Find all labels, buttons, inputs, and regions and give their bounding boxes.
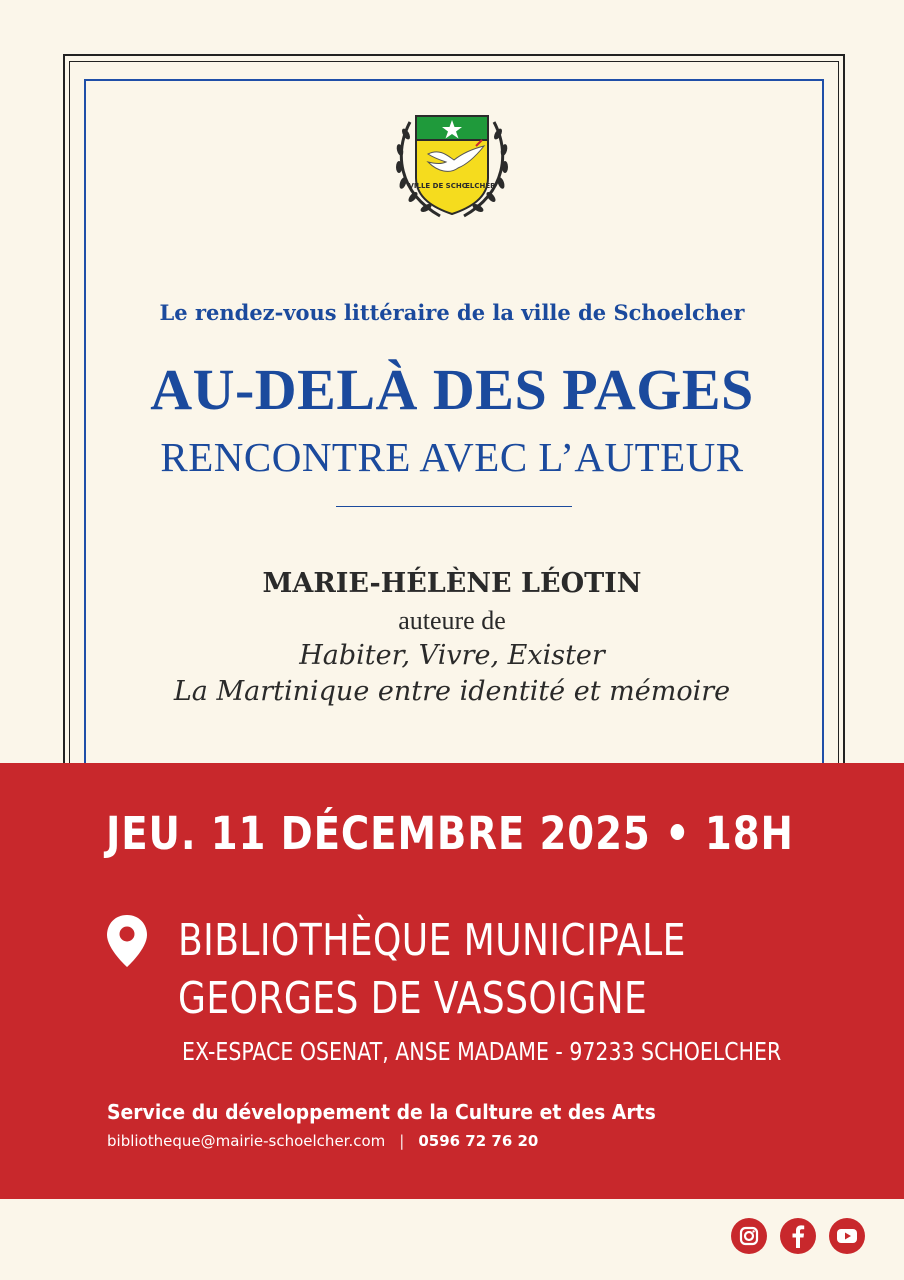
city-crest-logo xyxy=(388,112,516,224)
contact-line xyxy=(107,1132,538,1150)
book-title-line-1: Habiter, Vivre, Exister xyxy=(299,640,605,671)
divider xyxy=(336,506,572,507)
event-date-time: JEU. 11 DÉCEMBRE 2025 • 18H xyxy=(106,807,794,860)
event-title: AU-DELÀ DES PAGES xyxy=(150,357,754,422)
location-pin-icon xyxy=(104,913,150,969)
author-name: MARIE-HÉLÈNE LÉOTIN xyxy=(262,568,642,599)
event-subtitle: RENCONTRE AVEC L’AUTEUR xyxy=(160,434,744,480)
event-info-band xyxy=(0,763,904,1199)
contact-email[interactable]: bibliotheque@mairie-schoelcher.com xyxy=(107,1132,386,1150)
facebook-icon[interactable] xyxy=(780,1218,816,1254)
venue-address: EX-ESPACE OSENAT, ANSE MADAME - 97233 SCHOELCHER xyxy=(182,1037,782,1066)
venue-name-line-2: GEORGES DE VASSOIGNE xyxy=(178,973,648,1024)
contact-separator: | xyxy=(399,1132,405,1150)
organizer-service: Service du développement de la Culture et des Arts xyxy=(107,1100,656,1124)
event-tagline: Le rendez-vous littéraire de la ville de Schoelcher xyxy=(159,300,745,325)
author-role: auteure de xyxy=(398,606,506,635)
youtube-icon[interactable] xyxy=(829,1218,865,1254)
crest-text: VILLE DE SCHŒLCHER xyxy=(408,182,496,190)
book-title-line-2: La Martinique entre identité et mémoire xyxy=(173,676,731,707)
instagram-icon[interactable] xyxy=(731,1218,767,1254)
contact-phone[interactable]: 0596 72 76 20 xyxy=(418,1132,539,1150)
venue-name-line-1: BIBLIOTHÈQUE MUNICIPALE xyxy=(178,915,686,966)
